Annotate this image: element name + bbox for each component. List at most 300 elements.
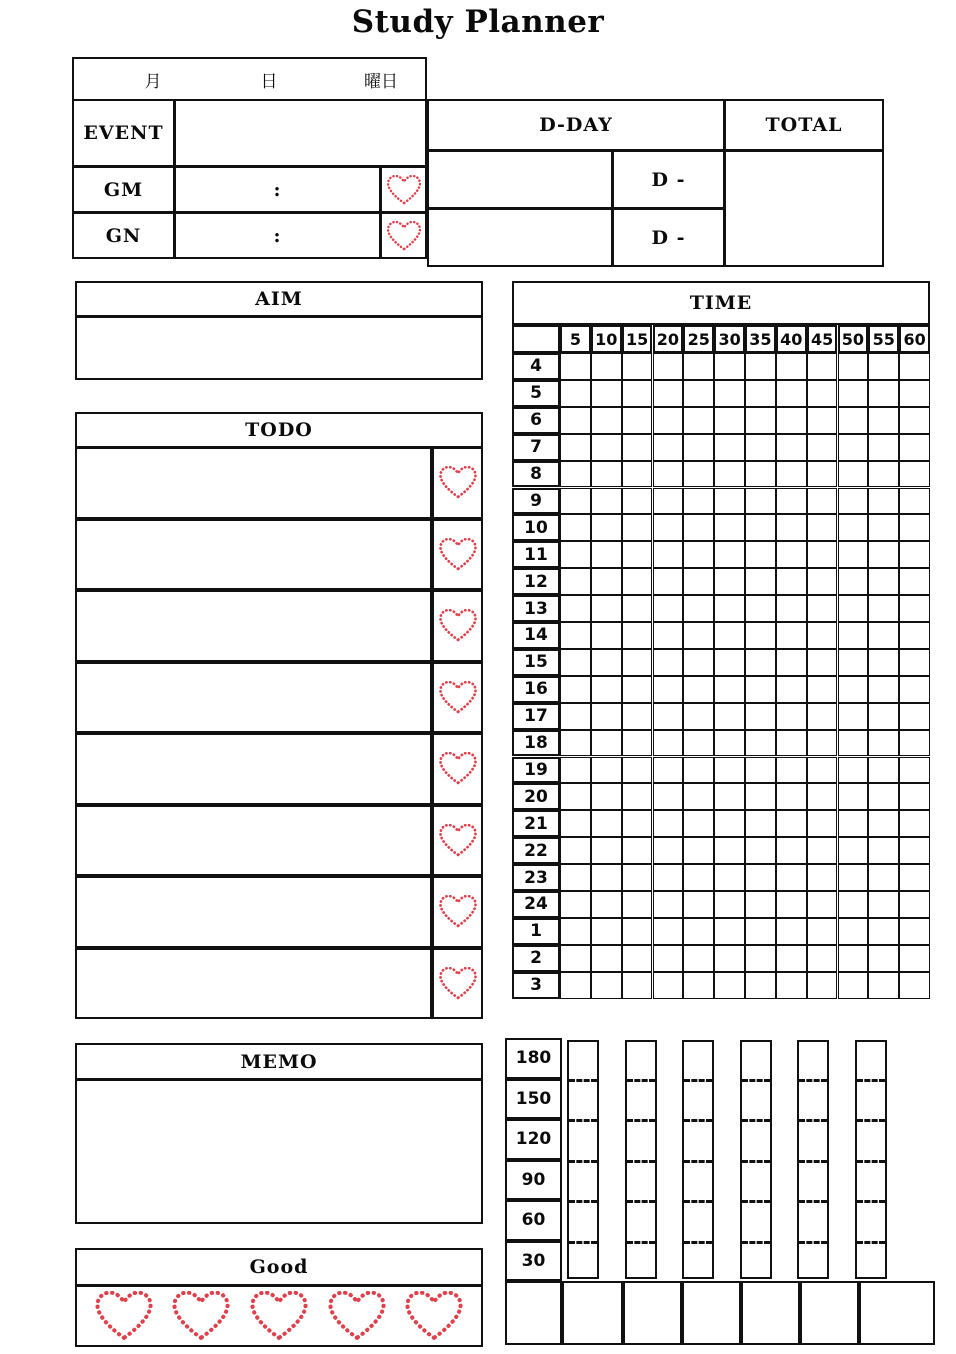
time-grid-cell[interactable] — [560, 945, 591, 972]
time-grid-cell[interactable] — [653, 918, 684, 945]
time-grid-cell[interactable] — [838, 380, 869, 407]
time-grid-cell[interactable] — [868, 353, 899, 380]
time-grid-cell[interactable] — [838, 541, 869, 568]
time-grid-cell[interactable] — [868, 622, 899, 649]
time-grid-cell[interactable] — [560, 891, 591, 918]
time-grid-cell[interactable] — [591, 918, 622, 945]
time-grid-cell[interactable] — [683, 891, 714, 918]
time-grid-cell[interactable] — [560, 810, 591, 837]
time-grid-cell[interactable] — [653, 541, 684, 568]
time-grid-cell[interactable] — [591, 972, 622, 999]
time-grid-cell[interactable] — [622, 434, 653, 461]
time-grid-cell[interactable] — [622, 353, 653, 380]
time-grid-cell[interactable] — [868, 864, 899, 891]
time-grid-cell[interactable] — [807, 972, 838, 999]
time-grid-cell[interactable] — [776, 837, 807, 864]
time-grid-cell[interactable] — [683, 783, 714, 810]
time-grid-cell[interactable] — [776, 783, 807, 810]
time-grid-cell[interactable] — [653, 353, 684, 380]
time-grid-cell[interactable] — [622, 595, 653, 622]
time-grid-cell[interactable] — [868, 568, 899, 595]
time-grid-cell[interactable] — [653, 810, 684, 837]
time-grid-cell[interactable] — [807, 676, 838, 703]
time-grid-cell[interactable] — [714, 810, 745, 837]
time-grid-cell[interactable] — [560, 434, 591, 461]
time-grid-cell[interactable] — [899, 407, 930, 434]
time-grid-cell[interactable] — [714, 380, 745, 407]
time-grid-cell[interactable] — [560, 837, 591, 864]
time-grid-cell[interactable] — [899, 703, 930, 730]
time-grid-cell[interactable] — [807, 703, 838, 730]
time-grid-cell[interactable] — [745, 649, 776, 676]
time-grid-cell[interactable] — [776, 514, 807, 541]
time-grid-cell[interactable] — [560, 783, 591, 810]
time-grid-cell[interactable] — [868, 918, 899, 945]
time-grid-cell[interactable] — [745, 353, 776, 380]
time-grid-cell[interactable] — [868, 891, 899, 918]
event-value-cell[interactable] — [174, 99, 427, 167]
time-grid-cell[interactable] — [776, 703, 807, 730]
time-grid-cell[interactable] — [714, 541, 745, 568]
heart-icon[interactable] — [172, 1291, 230, 1341]
todo-item-text[interactable] — [75, 805, 432, 877]
time-grid-cell[interactable] — [838, 353, 869, 380]
time-grid-cell[interactable] — [838, 945, 869, 972]
time-grid-cell[interactable] — [683, 514, 714, 541]
time-grid-cell[interactable] — [899, 622, 930, 649]
todo-item-heart-checkbox[interactable] — [432, 519, 483, 591]
time-grid-cell[interactable] — [868, 649, 899, 676]
time-grid-cell[interactable] — [838, 783, 869, 810]
time-grid-cell[interactable] — [714, 514, 745, 541]
todo-item-text[interactable] — [75, 519, 432, 591]
chart-bar-column[interactable] — [740, 1040, 772, 1279]
dday-name-cell-1[interactable] — [427, 150, 613, 209]
time-grid-cell[interactable] — [745, 757, 776, 784]
time-grid-cell[interactable] — [838, 488, 869, 515]
time-grid-cell[interactable] — [683, 434, 714, 461]
todo-item-heart-checkbox[interactable] — [432, 590, 483, 662]
time-grid-cell[interactable] — [714, 891, 745, 918]
time-grid-cell[interactable] — [714, 595, 745, 622]
time-grid-cell[interactable] — [653, 945, 684, 972]
time-grid-cell[interactable] — [807, 380, 838, 407]
chart-bar-column[interactable] — [567, 1040, 599, 1279]
time-grid-cell[interactable] — [776, 945, 807, 972]
time-grid-cell[interactable] — [683, 488, 714, 515]
time-grid-cell[interactable] — [653, 730, 684, 757]
time-grid-cell[interactable] — [807, 783, 838, 810]
time-grid-cell[interactable] — [807, 568, 838, 595]
time-grid-cell[interactable] — [622, 757, 653, 784]
time-grid-cell[interactable] — [591, 622, 622, 649]
time-grid-cell[interactable] — [653, 649, 684, 676]
time-grid-cell[interactable] — [591, 757, 622, 784]
time-grid-cell[interactable] — [591, 783, 622, 810]
time-grid-cell[interactable] — [560, 703, 591, 730]
time-grid-cell[interactable] — [591, 568, 622, 595]
time-grid-cell[interactable] — [745, 434, 776, 461]
time-grid-cell[interactable] — [776, 918, 807, 945]
time-grid-cell[interactable] — [653, 864, 684, 891]
time-grid-cell[interactable] — [868, 676, 899, 703]
time-grid-cell[interactable] — [838, 918, 869, 945]
time-grid-cell[interactable] — [560, 407, 591, 434]
time-grid-cell[interactable] — [899, 837, 930, 864]
time-grid-cell[interactable] — [745, 514, 776, 541]
time-grid-cell[interactable] — [745, 595, 776, 622]
time-grid-cell[interactable] — [622, 891, 653, 918]
time-grid-cell[interactable] — [591, 434, 622, 461]
time-grid-cell[interactable] — [776, 488, 807, 515]
heart-icon[interactable] — [328, 1291, 386, 1341]
todo-item-heart-checkbox[interactable] — [432, 733, 483, 805]
time-grid-cell[interactable] — [776, 972, 807, 999]
todo-item-heart-checkbox[interactable] — [432, 805, 483, 877]
time-grid-cell[interactable] — [622, 488, 653, 515]
time-grid-cell[interactable] — [899, 595, 930, 622]
time-grid-cell[interactable] — [838, 461, 869, 488]
time-grid-cell[interactable] — [683, 541, 714, 568]
time-grid-cell[interactable] — [560, 461, 591, 488]
time-grid-cell[interactable] — [683, 945, 714, 972]
time-grid-cell[interactable] — [683, 649, 714, 676]
time-grid-cell[interactable] — [807, 918, 838, 945]
time-grid-cell[interactable] — [745, 810, 776, 837]
time-grid-cell[interactable] — [653, 568, 684, 595]
time-grid-cell[interactable] — [838, 649, 869, 676]
time-grid-cell[interactable] — [622, 461, 653, 488]
time-grid-cell[interactable] — [591, 810, 622, 837]
chart-category-label[interactable] — [562, 1281, 623, 1345]
gm-time-cell[interactable]: : — [174, 166, 381, 213]
time-grid-cell[interactable] — [591, 730, 622, 757]
todo-item-heart-checkbox[interactable] — [432, 876, 483, 948]
time-grid-cell[interactable] — [560, 622, 591, 649]
time-grid-cell[interactable] — [899, 434, 930, 461]
time-grid-cell[interactable] — [591, 595, 622, 622]
time-grid-cell[interactable] — [807, 488, 838, 515]
time-grid-cell[interactable] — [653, 488, 684, 515]
time-grid-cell[interactable] — [560, 730, 591, 757]
time-grid-cell[interactable] — [807, 730, 838, 757]
time-grid-cell[interactable] — [683, 676, 714, 703]
todo-item-heart-checkbox[interactable] — [432, 948, 483, 1020]
time-grid-cell[interactable] — [745, 972, 776, 999]
time-grid-cell[interactable] — [899, 649, 930, 676]
time-grid-cell[interactable] — [683, 837, 714, 864]
time-grid-cell[interactable] — [899, 676, 930, 703]
time-grid-cell[interactable] — [838, 757, 869, 784]
time-grid-cell[interactable] — [683, 730, 714, 757]
time-grid-cell[interactable] — [807, 461, 838, 488]
time-grid-cell[interactable] — [868, 434, 899, 461]
time-grid-cell[interactable] — [868, 407, 899, 434]
dday-countdown-1[interactable]: D - — [612, 150, 725, 209]
time-grid-cell[interactable] — [776, 568, 807, 595]
time-grid-cell[interactable] — [714, 676, 745, 703]
aim-value-cell[interactable] — [75, 316, 483, 380]
time-grid-cell[interactable] — [899, 891, 930, 918]
time-grid-cell[interactable] — [653, 380, 684, 407]
chart-bar-column[interactable] — [682, 1040, 714, 1279]
time-grid-cell[interactable] — [591, 407, 622, 434]
time-grid-cell[interactable] — [622, 864, 653, 891]
time-grid-cell[interactable] — [745, 541, 776, 568]
time-grid-cell[interactable] — [807, 945, 838, 972]
time-grid-cell[interactable] — [745, 730, 776, 757]
time-grid-cell[interactable] — [899, 757, 930, 784]
time-grid-cell[interactable] — [683, 407, 714, 434]
todo-item-text[interactable] — [75, 733, 432, 805]
time-grid-cell[interactable] — [714, 703, 745, 730]
time-grid-cell[interactable] — [745, 783, 776, 810]
time-grid-cell[interactable] — [714, 837, 745, 864]
time-grid-cell[interactable] — [622, 649, 653, 676]
time-grid-cell[interactable] — [868, 945, 899, 972]
time-grid-cell[interactable] — [653, 514, 684, 541]
time-grid-cell[interactable] — [560, 595, 591, 622]
time-grid-cell[interactable] — [683, 595, 714, 622]
date-header-row[interactable] — [72, 57, 427, 101]
time-grid-cell[interactable] — [714, 488, 745, 515]
time-grid-cell[interactable] — [776, 649, 807, 676]
time-grid-cell[interactable] — [591, 891, 622, 918]
chart-category-label[interactable] — [741, 1281, 800, 1345]
time-grid-cell[interactable] — [560, 918, 591, 945]
time-grid-cell[interactable] — [591, 649, 622, 676]
time-grid-cell[interactable] — [622, 407, 653, 434]
time-grid-cell[interactable] — [868, 703, 899, 730]
time-grid-cell[interactable] — [776, 676, 807, 703]
good-hearts-row[interactable] — [75, 1285, 483, 1347]
heart-icon[interactable] — [95, 1291, 153, 1341]
time-grid-cell[interactable] — [776, 461, 807, 488]
time-grid-cell[interactable] — [868, 757, 899, 784]
time-grid-cell[interactable] — [776, 757, 807, 784]
time-grid-cell[interactable] — [807, 595, 838, 622]
time-grid-cell[interactable] — [683, 461, 714, 488]
time-grid-cell[interactable] — [776, 380, 807, 407]
time-grid-cell[interactable] — [591, 461, 622, 488]
dday-countdown-2[interactable]: D - — [612, 208, 725, 267]
time-grid-cell[interactable] — [745, 622, 776, 649]
time-grid-cell[interactable] — [714, 353, 745, 380]
time-grid-cell[interactable] — [653, 622, 684, 649]
time-grid-cell[interactable] — [899, 730, 930, 757]
time-grid-cell[interactable] — [838, 595, 869, 622]
time-grid-cell[interactable] — [683, 810, 714, 837]
total-value-cell[interactable] — [724, 150, 884, 267]
time-grid-cell[interactable] — [683, 757, 714, 784]
time-grid-cell[interactable] — [807, 622, 838, 649]
time-grid-cell[interactable] — [899, 541, 930, 568]
chart-bar-column[interactable] — [797, 1040, 829, 1279]
time-grid-cell[interactable] — [622, 837, 653, 864]
time-grid-cell[interactable] — [899, 864, 930, 891]
time-grid-cell[interactable] — [714, 783, 745, 810]
gm-heart-checkbox[interactable] — [380, 166, 427, 213]
time-grid-cell[interactable] — [683, 622, 714, 649]
time-grid-cell[interactable] — [653, 757, 684, 784]
time-grid-cell[interactable] — [868, 461, 899, 488]
time-grid-cell[interactable] — [591, 945, 622, 972]
time-grid-cell[interactable] — [838, 730, 869, 757]
time-grid-cell[interactable] — [560, 972, 591, 999]
chart-bar-column[interactable] — [855, 1040, 887, 1279]
time-grid-cell[interactable] — [807, 864, 838, 891]
time-grid-cell[interactable] — [714, 649, 745, 676]
time-grid-cell[interactable] — [683, 703, 714, 730]
chart-category-label[interactable] — [682, 1281, 741, 1345]
time-grid-cell[interactable] — [899, 972, 930, 999]
time-grid-cell[interactable] — [591, 353, 622, 380]
time-grid-cell[interactable] — [899, 568, 930, 595]
time-grid-cell[interactable] — [560, 568, 591, 595]
time-grid-cell[interactable] — [622, 568, 653, 595]
time-grid-cell[interactable] — [622, 730, 653, 757]
time-grid-cell[interactable] — [653, 407, 684, 434]
time-grid-cell[interactable] — [714, 622, 745, 649]
time-grid-cell[interactable] — [807, 649, 838, 676]
time-grid-cell[interactable] — [899, 461, 930, 488]
time-grid-cell[interactable] — [653, 595, 684, 622]
time-grid-cell[interactable] — [868, 488, 899, 515]
time-grid-cell[interactable] — [714, 945, 745, 972]
time-grid-cell[interactable] — [899, 488, 930, 515]
time-grid-cell[interactable] — [745, 864, 776, 891]
time-grid-cell[interactable] — [776, 434, 807, 461]
time-grid-cell[interactable] — [622, 972, 653, 999]
time-grid-cell[interactable] — [776, 353, 807, 380]
time-grid-cell[interactable] — [838, 622, 869, 649]
time-grid-cell[interactable] — [868, 514, 899, 541]
time-grid-cell[interactable] — [776, 864, 807, 891]
time-grid-cell[interactable] — [868, 810, 899, 837]
todo-item-text[interactable] — [75, 590, 432, 662]
time-grid-cell[interactable] — [653, 972, 684, 999]
time-grid-cell[interactable] — [714, 918, 745, 945]
time-grid-cell[interactable] — [899, 353, 930, 380]
time-grid-cell[interactable] — [868, 837, 899, 864]
time-grid-cell[interactable] — [653, 783, 684, 810]
time-grid-cell[interactable] — [745, 891, 776, 918]
time-grid-cell[interactable] — [838, 676, 869, 703]
time-grid-cell[interactable] — [560, 353, 591, 380]
time-grid-cell[interactable] — [714, 407, 745, 434]
time-grid-cell[interactable] — [622, 810, 653, 837]
todo-item-heart-checkbox[interactable] — [432, 447, 483, 519]
time-grid-cell[interactable] — [807, 810, 838, 837]
time-grid-cell[interactable] — [653, 434, 684, 461]
chart-category-label[interactable] — [800, 1281, 859, 1345]
time-grid-cell[interactable] — [714, 757, 745, 784]
heart-icon[interactable] — [405, 1291, 463, 1341]
time-grid-cell[interactable] — [622, 783, 653, 810]
chart-category-label[interactable] — [859, 1281, 935, 1345]
time-grid-cell[interactable] — [776, 730, 807, 757]
todo-item-text[interactable] — [75, 447, 432, 519]
time-grid-cell[interactable] — [622, 622, 653, 649]
time-grid-cell[interactable] — [838, 972, 869, 999]
time-grid-cell[interactable] — [591, 514, 622, 541]
gn-heart-checkbox[interactable] — [380, 212, 427, 259]
time-grid-cell[interactable] — [560, 380, 591, 407]
memo-value-cell[interactable] — [75, 1079, 483, 1224]
time-grid-cell[interactable] — [745, 918, 776, 945]
time-grid-cell[interactable] — [745, 380, 776, 407]
time-grid-cell[interactable] — [899, 783, 930, 810]
time-grid-cell[interactable] — [838, 864, 869, 891]
time-grid-cell[interactable] — [838, 514, 869, 541]
time-grid-cell[interactable] — [838, 407, 869, 434]
time-grid-cell[interactable] — [868, 541, 899, 568]
time-grid-cell[interactable] — [807, 353, 838, 380]
time-grid-cell[interactable] — [745, 407, 776, 434]
time-grid-cell[interactable] — [591, 488, 622, 515]
time-grid-cell[interactable] — [683, 380, 714, 407]
time-grid-cell[interactable] — [899, 380, 930, 407]
todo-item-text[interactable] — [75, 662, 432, 734]
time-grid-cell[interactable] — [653, 837, 684, 864]
time-grid-cell[interactable] — [899, 918, 930, 945]
time-grid-cell[interactable] — [591, 864, 622, 891]
todo-item-text[interactable] — [75, 876, 432, 948]
time-grid-cell[interactable] — [838, 434, 869, 461]
time-grid-cell[interactable] — [714, 864, 745, 891]
time-grid-cell[interactable] — [560, 649, 591, 676]
time-grid-cell[interactable] — [899, 945, 930, 972]
time-grid-cell[interactable] — [591, 380, 622, 407]
time-grid-cell[interactable] — [714, 434, 745, 461]
time-grid-cell[interactable] — [745, 568, 776, 595]
time-grid-cell[interactable] — [776, 622, 807, 649]
time-grid-cell[interactable] — [745, 837, 776, 864]
chart-bar-column[interactable] — [625, 1040, 657, 1279]
time-grid-cell[interactable] — [776, 407, 807, 434]
time-grid-cell[interactable] — [807, 514, 838, 541]
time-grid-cell[interactable] — [868, 783, 899, 810]
time-grid-cell[interactable] — [868, 380, 899, 407]
time-grid-cell[interactable] — [868, 972, 899, 999]
time-grid-cell[interactable] — [622, 945, 653, 972]
time-grid-cell[interactable] — [745, 703, 776, 730]
time-grid-cell[interactable] — [653, 703, 684, 730]
time-grid-cell[interactable] — [807, 891, 838, 918]
time-grid-cell[interactable] — [776, 541, 807, 568]
time-grid-cell[interactable] — [714, 730, 745, 757]
time-grid-cell[interactable] — [807, 407, 838, 434]
time-grid-cell[interactable] — [838, 703, 869, 730]
time-grid-cell[interactable] — [653, 461, 684, 488]
time-grid-cell[interactable] — [591, 837, 622, 864]
dday-name-cell-2[interactable] — [427, 208, 613, 267]
time-grid-cell[interactable] — [622, 703, 653, 730]
time-grid-cell[interactable] — [714, 568, 745, 595]
time-grid-cell[interactable] — [622, 380, 653, 407]
time-grid-cell[interactable] — [776, 891, 807, 918]
time-grid-cell[interactable] — [683, 972, 714, 999]
time-grid-cell[interactable] — [868, 730, 899, 757]
chart-category-label[interactable] — [623, 1281, 682, 1345]
time-grid-cell[interactable] — [807, 541, 838, 568]
time-grid-cell[interactable] — [745, 945, 776, 972]
time-grid-cell[interactable] — [560, 488, 591, 515]
time-grid-cell[interactable] — [807, 757, 838, 784]
time-grid-cell[interactable] — [838, 568, 869, 595]
todo-item-text[interactable] — [75, 948, 432, 1020]
time-grid-cell[interactable] — [683, 353, 714, 380]
